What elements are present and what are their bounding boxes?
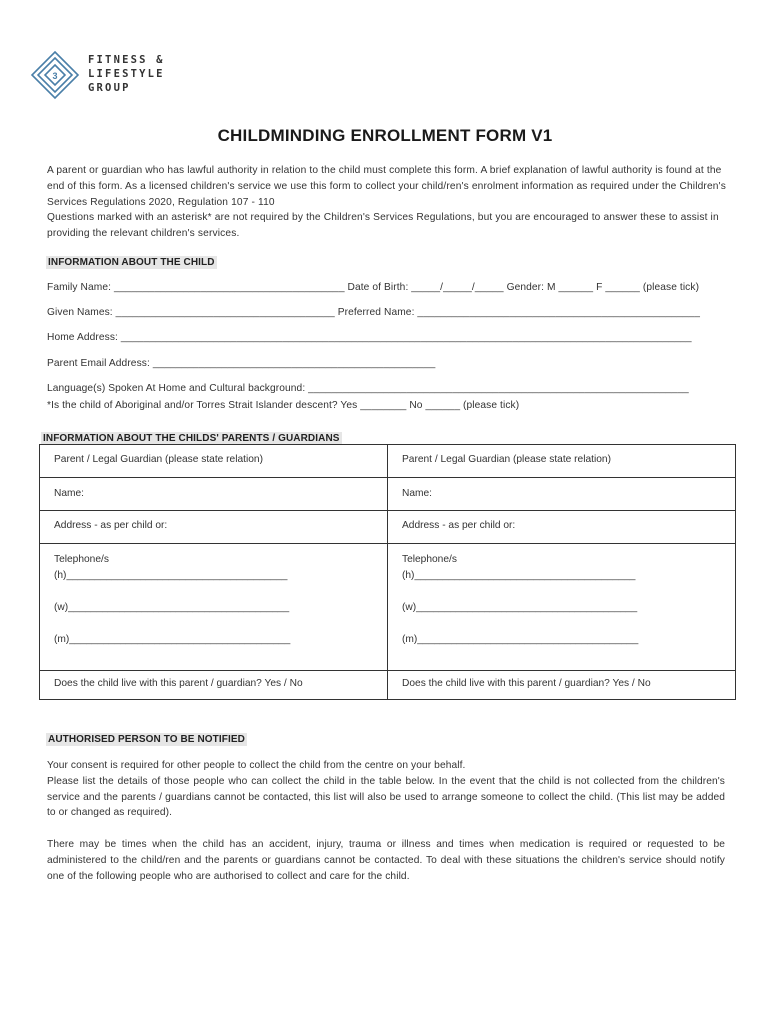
authorised-paragraph-2: Please list the details of those people who can collect the child in the table below. In the event that the child is not collected from the children's service and the parents / guardians cannot be contacted, this list will also be used to arrange someone to collect the child. (This list may be added to or changed as required). bbox=[47, 775, 725, 819]
guardian-1-name[interactable]: Name: bbox=[40, 478, 388, 511]
guardian-1-home-phone[interactable]: (h)_______________________________________ bbox=[54, 570, 288, 581]
guardian-2-telephone-label: Telephone/s bbox=[402, 554, 457, 565]
home-address-field[interactable]: Home Address: ___________________________________________________________________________________________________ bbox=[47, 332, 692, 343]
guardian-2-relation[interactable]: Parent / Legal Guardian (please state relation) bbox=[388, 445, 736, 478]
page-title: CHILDMINDING ENROLLMENT FORM V1 bbox=[217, 126, 553, 145]
intro-paragraph-1: A parent or guardian who has lawful authority in relation to the child must complete this form. A brief explanation of lawful authority is found at the end of this form. As a licensed children's service we use this form to collect your child/ren's enrolment information as required under the Children's Services Regulations 2020, Regulation 107 - 110 bbox=[47, 165, 726, 208]
aboriginal-descent-field[interactable]: *Is the child of Aboriginal and/or Torres Strait Islander descent? Yes ________ No ______ (please tick) bbox=[47, 400, 520, 411]
guardian-2-lives-with[interactable]: Does the child live with this parent / guardian? Yes / No bbox=[388, 671, 736, 700]
guardian-2-mobile-phone[interactable]: (m)_______________________________________ bbox=[402, 634, 639, 645]
authorised-emergency-text bbox=[47, 837, 725, 884]
guardian-1-relation[interactable]: Parent / Legal Guardian (please state relation) bbox=[40, 445, 388, 478]
guardians-section-heading: INFORMATION ABOUT THE CHILDS' PARENTS / GUARDIANS bbox=[43, 433, 340, 444]
logo-wordmark bbox=[88, 53, 165, 95]
guardian-1-lives-with[interactable]: Does the child live with this parent / guardian? Yes / No bbox=[40, 671, 388, 700]
logo-line-1: FITNESS & bbox=[88, 54, 165, 66]
svg-text:3: 3 bbox=[52, 71, 58, 81]
authorised-paragraph-3: There may be times when the child has an accident, injury, trauma or illness and times when medication is required or requested to be administered to the child/ren and the parents or guardians cannot be contacted. To deal with these situations the children's service should notify one of the following people who are authorised to collect and care for the child. bbox=[47, 839, 725, 882]
authorised-consent-text bbox=[47, 758, 725, 821]
guardian-2-telephone-cell[interactable] bbox=[388, 544, 736, 671]
given-names-field[interactable]: Given Names: ______________________________________ Preferred Name: _________________________________________________ bbox=[47, 307, 700, 318]
logo-diamond-icon bbox=[30, 50, 80, 100]
authorised-paragraph-1: Your consent is required for other people to collect the child from the centre on your behalf. bbox=[47, 760, 466, 771]
intro-text bbox=[47, 163, 727, 242]
logo-line-2: LIFESTYLE bbox=[88, 68, 165, 80]
guardian-2-address[interactable]: Address - as per child or: bbox=[388, 511, 736, 544]
guardian-2-work-phone[interactable]: (w)_______________________________________ bbox=[402, 602, 638, 613]
parent-email-field[interactable]: Parent Email Address: _________________________________________________ bbox=[47, 358, 436, 369]
family-name-field[interactable]: Family Name: ________________________________________ Date of Birth: _____/_____/_____ Gender: M ______ F ______ (please tick) bbox=[47, 282, 700, 293]
intro-paragraph-2: Questions marked with an asterisk* are not required by the Children's Services Regulations, but you are encouraged to answer these to assist in providing the relevant children's services. bbox=[47, 212, 719, 240]
guardian-1-work-phone[interactable]: (w)_______________________________________ bbox=[54, 602, 290, 613]
company-logo bbox=[30, 47, 180, 107]
child-section-heading: INFORMATION ABOUT THE CHILD bbox=[48, 257, 215, 268]
guardian-1-telephone-label: Telephone/s bbox=[54, 554, 109, 565]
guardian-1-address[interactable]: Address - as per child or: bbox=[40, 511, 388, 544]
guardians-table bbox=[39, 444, 736, 700]
guardian-1-mobile-phone[interactable]: (m)_______________________________________ bbox=[54, 634, 291, 645]
guardian-2-home-phone[interactable]: (h)_______________________________________ bbox=[402, 570, 636, 581]
logo-line-3: GROUP bbox=[88, 82, 131, 94]
authorised-section-heading: AUTHORISED PERSON TO BE NOTIFIED bbox=[48, 734, 245, 745]
language-field[interactable]: Language(s) Spoken At Home and Cultural background: __________________________________________________________________ bbox=[47, 383, 689, 394]
guardian-2-name[interactable]: Name: bbox=[388, 478, 736, 511]
guardian-1-telephone-cell[interactable] bbox=[40, 544, 388, 671]
